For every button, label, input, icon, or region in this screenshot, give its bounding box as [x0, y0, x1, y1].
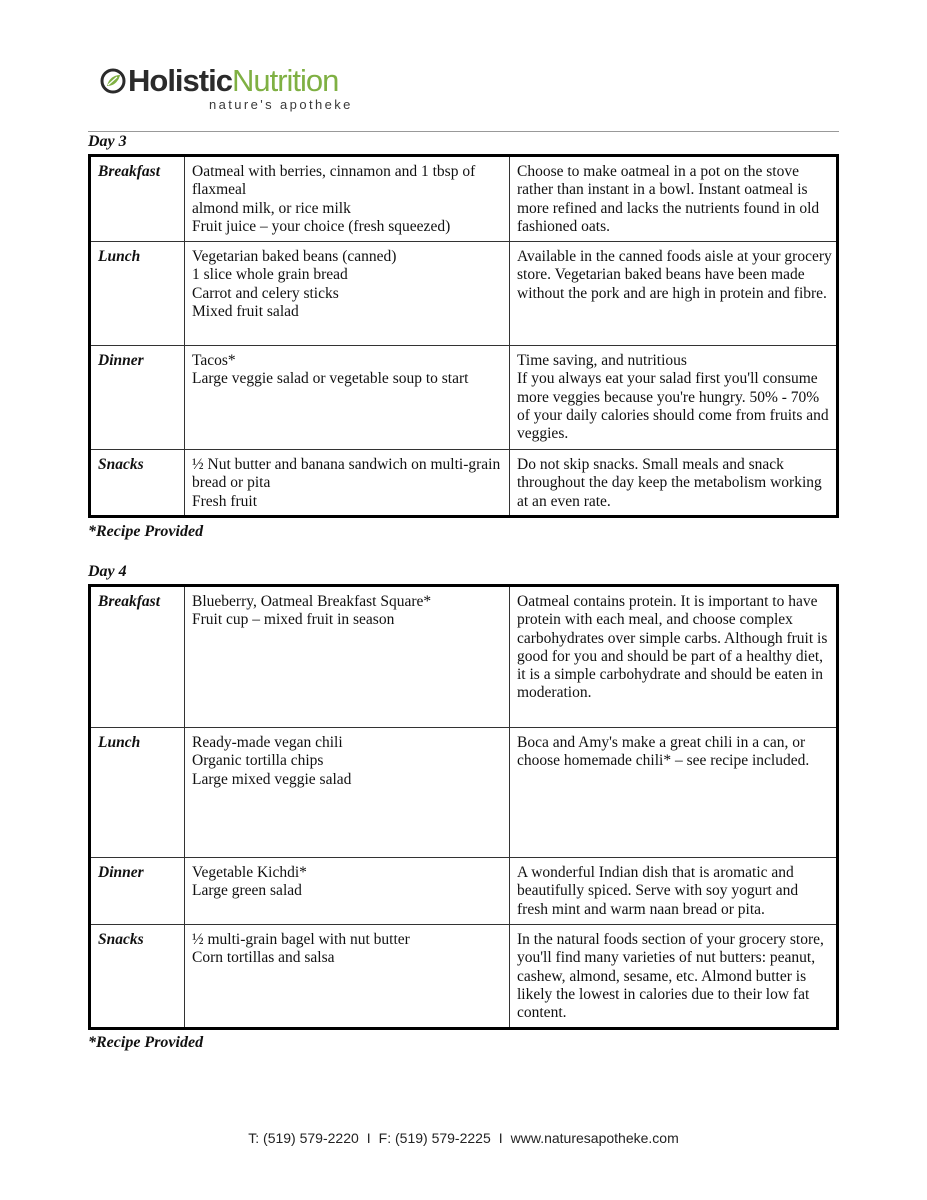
note-cell — [510, 858, 838, 925]
table-row — [90, 156, 838, 242]
note-cell — [510, 450, 838, 517]
table-row — [90, 586, 838, 728]
food-cell — [185, 858, 510, 925]
contact-footer — [0, 1130, 927, 1146]
food-line: Fresh fruit — [192, 492, 258, 510]
food-line: almond milk, or rice milk — [192, 199, 351, 217]
note-text: In the natural foods section of your grocery store, you'll find many varieties of nut butters: peanut, cashew, almond, sesame, etc. Almond butter is likely the lowest in calories due to their low fat content. — [517, 931, 824, 1022]
leaf-logo-icon — [100, 68, 126, 94]
note-cell — [510, 346, 838, 450]
note-cell — [510, 586, 838, 728]
table-row — [90, 858, 838, 925]
footer-separator: I — [366, 1130, 371, 1146]
brand-wordmark — [128, 64, 338, 98]
table-row — [90, 450, 838, 517]
food-cell — [185, 925, 510, 1029]
meal-name: Breakfast — [90, 156, 185, 242]
food-cell — [185, 242, 510, 346]
food-cell — [185, 156, 510, 242]
note-text: Do not skip snacks. Small meals and snack throughout the day keep the metabolism working at an even rate. — [517, 456, 822, 510]
meal-plan-table — [88, 584, 839, 1030]
meal-plan-table — [88, 154, 839, 518]
table-row — [90, 728, 838, 858]
note-cell — [510, 156, 838, 242]
footer-separator: I — [498, 1130, 503, 1146]
table-row — [90, 242, 838, 346]
food-cell — [185, 728, 510, 858]
note-cell — [510, 925, 838, 1029]
food-line: Fruit juice – your choice (fresh squeezed) — [192, 217, 451, 235]
note-text: A wonderful Indian dish that is aromatic and beautifully spiced. Serve with soy yogurt and fresh mint and warm naan bread or pita. — [517, 864, 799, 918]
meal-name: Lunch — [90, 242, 185, 346]
food-line: Mixed fruit salad — [192, 302, 299, 320]
food-line: Oatmeal with berries, cinnamon and 1 tbsp of flaxmeal — [192, 163, 476, 199]
food-line: Large mixed veggie salad — [192, 770, 352, 788]
food-cell — [185, 450, 510, 517]
recipe-footnote: *Recipe Provided — [88, 523, 204, 540]
table-row — [90, 346, 838, 450]
food-line: Carrot and celery sticks — [192, 284, 339, 302]
meal-name: Snacks — [90, 925, 185, 1029]
food-line: Large veggie salad or vegetable soup to start — [192, 370, 469, 388]
food-line: Vegetable Kichdi* — [192, 864, 307, 881]
food-line: Blueberry, Oatmeal Breakfast Square* — [192, 593, 432, 610]
brand-name-part2: Nutrition — [231, 63, 339, 98]
recipe-footnote: *Recipe Provided — [88, 1034, 204, 1051]
food-cell — [185, 586, 510, 728]
note-cell — [510, 728, 838, 858]
note-cell — [510, 242, 838, 346]
meal-name: Snacks — [90, 450, 185, 517]
food-line: Large green salad — [192, 882, 302, 900]
food-line: Organic tortilla chips — [192, 752, 324, 770]
note-text: Available in the canned foods aisle at your grocery store. Vegetarian baked beans have been made without the pork and are high in protein and fibre. — [517, 248, 832, 302]
food-line: Vegetarian baked beans (canned) — [192, 248, 397, 265]
note-text: If you always eat your salad first you'll consume more veggies because you're hungry. 50% - 70% of your daily calories should come from fruits and veggies. — [517, 370, 829, 443]
fax-number: F: (519) 579-2225 — [378, 1130, 491, 1146]
brand-name-part1: Holistic — [128, 63, 232, 98]
brand-tagline: nature's apotheke — [209, 97, 353, 112]
note-text: Oatmeal contains protein. It is important to have protein with each meal, and choose complex carbohydrates over simple carbs. Although fruit is good for you and should be part of a healthy diet, it is a simple carbohydrate and should be eaten in moderation. — [517, 593, 828, 702]
note-text: Time saving, and nutritious — [517, 352, 687, 369]
meal-name: Breakfast — [90, 586, 185, 728]
note-text: Choose to make oatmeal in a pot on the stove rather than instant in a bowl. Instant oatmeal is more refined and lacks the nutrients found in old fashioned oats. — [517, 163, 820, 235]
day-heading: Day 4 — [88, 563, 127, 580]
food-cell — [185, 346, 510, 450]
food-line: Corn tortillas and salsa — [192, 949, 335, 967]
table-row — [90, 925, 838, 1029]
food-line: ½ multi-grain bagel with nut butter — [192, 931, 410, 948]
meal-name: Dinner — [90, 858, 185, 925]
food-line: 1 slice whole grain bread — [192, 266, 348, 284]
meal-name: Dinner — [90, 346, 185, 450]
website-link[interactable]: www.naturesapotheke.com — [510, 1130, 679, 1146]
food-line: Ready-made vegan chili — [192, 734, 343, 751]
phone-number: T: (519) 579-2220 — [248, 1130, 359, 1146]
food-line: Fruit cup – mixed fruit in season — [192, 611, 395, 629]
meal-name: Lunch — [90, 728, 185, 858]
food-line: ½ Nut butter and banana sandwich on multi-grain bread or pita — [192, 456, 501, 492]
day-heading: Day 3 — [88, 133, 127, 150]
food-line: Tacos* — [192, 352, 236, 369]
header-divider — [88, 131, 839, 132]
note-text: Boca and Amy's make a great chili in a can, or choose homemade chili* – see recipe included. — [517, 734, 810, 770]
